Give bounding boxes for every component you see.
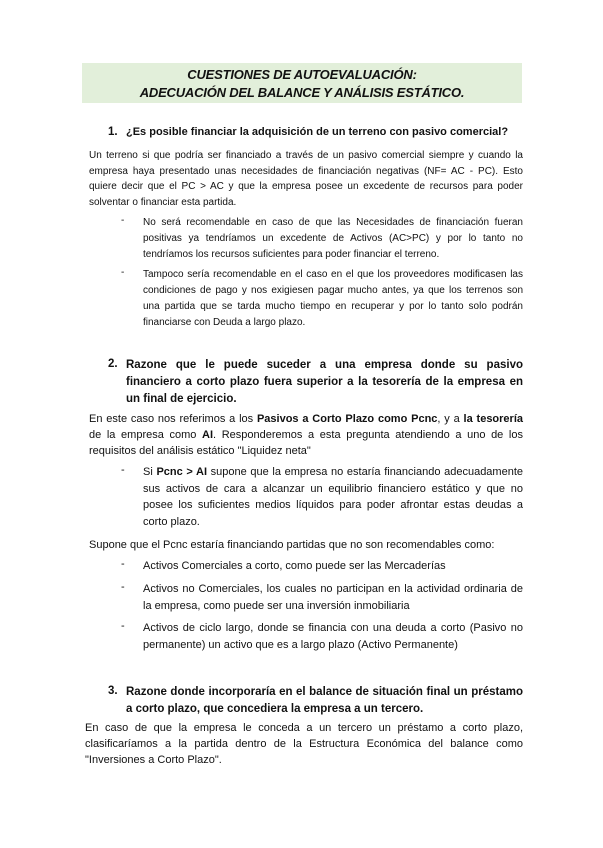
bullet-text: Activos no Comerciales, los cuales no participan en la actividad ordinaria de la empresa, como puede ser una inversión inmobiliaria — [143, 583, 523, 612]
bullet-text: Activos Comerciales a corto, como puede ser las Mercaderías — [143, 560, 446, 572]
answer-2-supone: Supone que el Pcnc estaría financiando partidas que no son recomendables como: — [89, 539, 495, 551]
bullet-text-part: supone que la empresa no estaría financiando adecuadamente sus activos de cara a alcanzar un equilibrio financiero estático y que no posee los suficientes medios líquidos para poder afrontar estas deudas a corto plazo. — [143, 466, 524, 528]
question-1-number: 1. — [108, 126, 118, 138]
intro-text: . Responderemos a esta pregunta atendiendo a uno de los requisitos del análisis estático "Liquidez neta" — [89, 429, 523, 457]
bullet-text — [143, 464, 523, 530]
question-2-number: 2. — [108, 358, 118, 370]
intro-text: de la empresa como — [89, 429, 203, 441]
document-title-box — [82, 63, 522, 103]
question-2-text: Razone que le puede suceder a una empresa donde su pasivo financiero a corto plazo fuera superior a la tesorería de la empresa en un final de ejercicio. — [126, 359, 523, 405]
bullet-dash: - — [121, 464, 125, 476]
answer-1-paragraph: Un terreno si que podría ser financiado a través de un pasivo comercial siempre y cuando la empresa haya presentado unas necesidades de financiación negativas (NF= AC - PC). Esto quiere decir que el PC > AC y que la empresa posee un excedente de recursos para poder solventar o financiar esta partida. — [89, 150, 523, 208]
bullet-bold-part: Pcnc > AI — [156, 466, 208, 478]
question-3-number: 3. — [108, 685, 118, 697]
bullet-dash: - — [121, 267, 125, 278]
question-3-text: Razone donde incorporaría en el balance de situación final un préstamo a corto plazo, que concediera la empresa a un tercero. — [126, 686, 523, 715]
answer-3-paragraph: En caso de que la empresa le conceda a un tercero un préstamo a corto plazo, clasificaríamos a la partida dentro de la Estructura Económica del balance como "Inversiones a Corto Plazo". — [85, 722, 523, 766]
question-1-text: ¿Es posible financiar la adquisición de un terreno con pasivo comercial? — [126, 126, 509, 138]
bullet-text: Activos de ciclo largo, donde se financia con una deuda a corto (Pasivo no permanente) un activo que es a largo plazo (Activo Permanente) — [143, 622, 523, 651]
bullet-text-part: Si — [143, 466, 157, 478]
title-line-2: ADECUACIÓN DEL BALANCE Y ANÁLISIS ESTÁTICO. — [139, 85, 465, 100]
bullet-text: No será recomendable en caso de que las Necesidades de financiación fueran positivas ya tendríamos un excedente de Activos (AC>PC) y por lo tanto no tendríamos los recursos suficientes para poder financiar el terreno. — [143, 217, 523, 260]
intro-text: En este caso nos referimos a los — [89, 413, 257, 425]
intro-bold: Pasivos a Corto Plazo como Pcnc — [256, 413, 438, 425]
intro-bold: AI — [202, 429, 214, 441]
bullet-dash: - — [121, 215, 125, 226]
intro-text: , y a — [437, 413, 464, 425]
intro-bold: la tesorería — [463, 413, 524, 425]
title-line-1: CUESTIONES DE AUTOEVALUACIÓN: — [187, 67, 417, 82]
bullet-text: Tampoco sería recomendable en el caso en el que los proveedores modificasen las condiciones de pago y nos exigiesen pagar mucho antes, ya que los terrenos son una partida que se tarda mucho tiempo en recuperar y por lo tanto solo podrán financiarse con Deuda a largo plazo. — [143, 269, 523, 328]
bullet-dash: - — [121, 581, 125, 593]
answer-2-intro — [89, 411, 523, 459]
bullet-dash: - — [121, 620, 125, 632]
bullet-dash: - — [121, 558, 125, 570]
